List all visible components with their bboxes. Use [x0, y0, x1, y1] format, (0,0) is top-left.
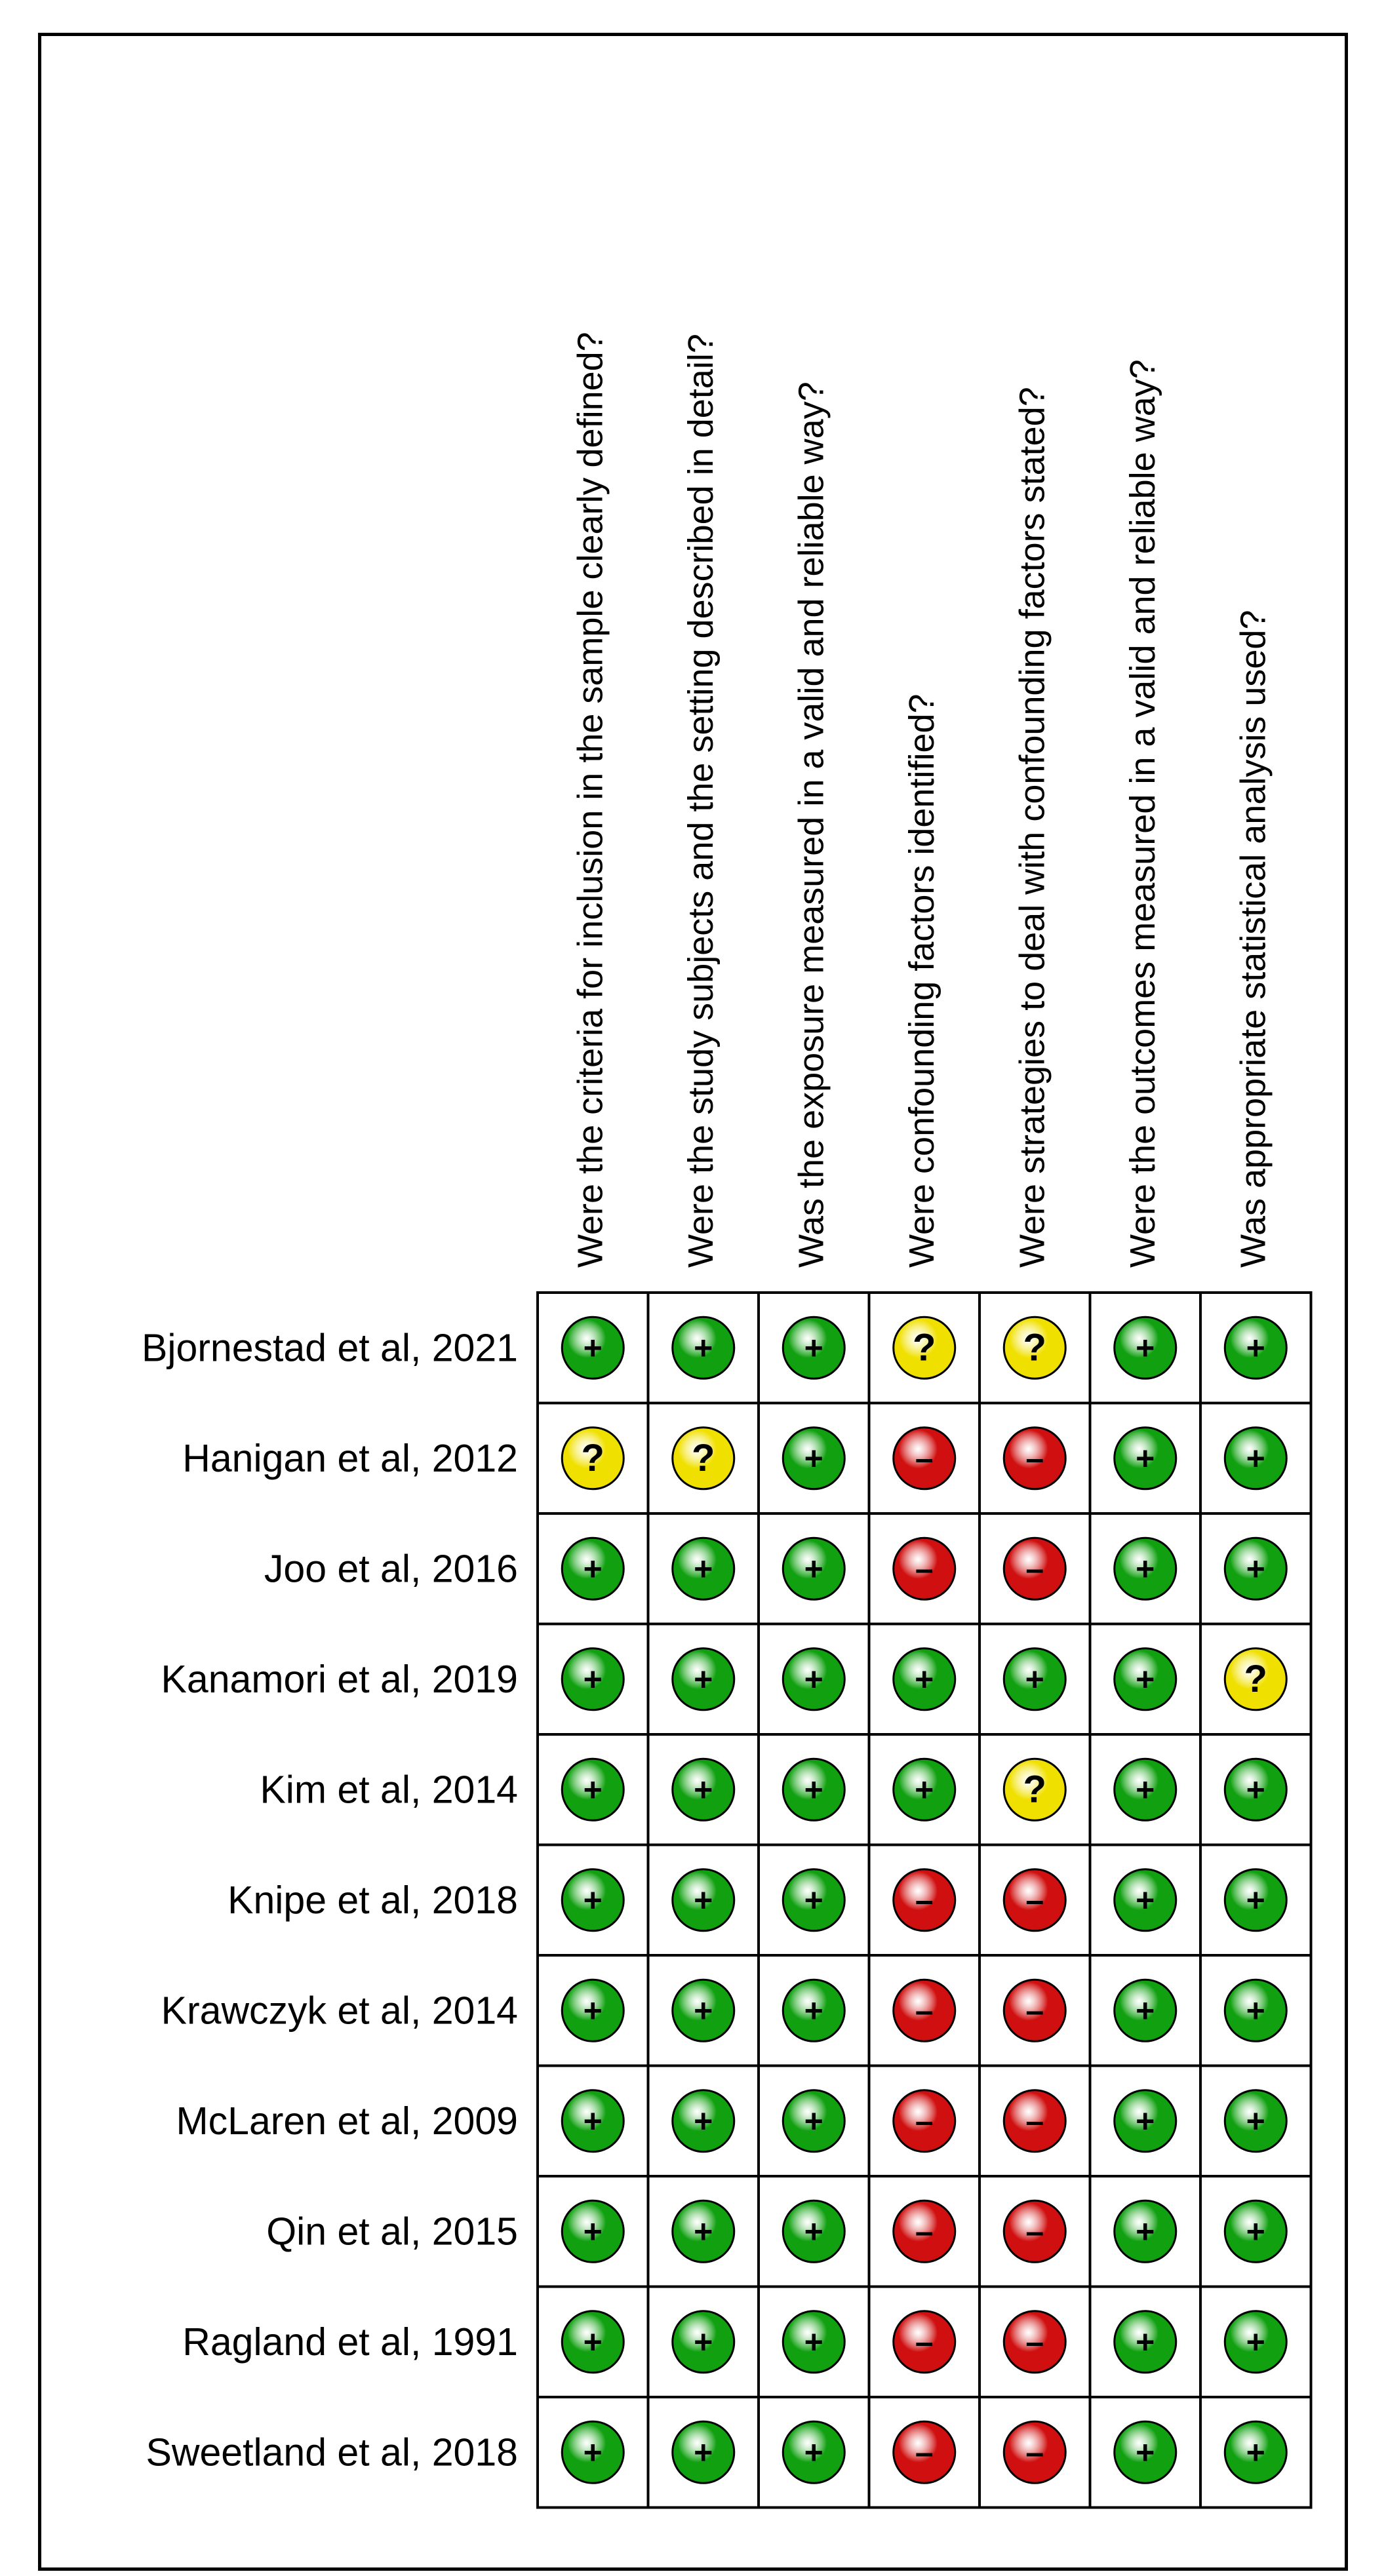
- risk-of-bias-chart: [41, 36, 1345, 2567]
- low-risk-symbol: +: [694, 1992, 713, 2029]
- high-risk-symbol: –: [915, 2323, 934, 2360]
- low-risk-symbol: +: [1136, 2213, 1155, 2250]
- study-label: Kim et al, 2014: [260, 1768, 518, 1812]
- low-risk-symbol: +: [1136, 1992, 1155, 2029]
- low-risk-symbol: +: [583, 1660, 603, 1698]
- low-risk-symbol: +: [804, 2434, 823, 2471]
- high-risk-symbol: –: [915, 1881, 934, 1919]
- low-risk-symbol: +: [694, 2434, 713, 2471]
- low-risk-symbol: +: [694, 1881, 713, 1919]
- unclear-risk-symbol: ?: [1023, 1326, 1046, 1369]
- risk-of-bias-figure: [38, 33, 1348, 2571]
- study-label: Sweetland et al, 2018: [146, 2430, 518, 2474]
- low-risk-symbol: +: [1246, 1881, 1265, 1919]
- low-risk-symbol: +: [1246, 1771, 1265, 1808]
- column-label-3: Was the exposure measured in a valid and reliable way?: [791, 381, 831, 1268]
- low-risk-symbol: +: [694, 1550, 713, 1588]
- low-risk-symbol: +: [1246, 1439, 1265, 1477]
- low-risk-symbol: +: [694, 1771, 713, 1808]
- unclear-risk-symbol: ?: [692, 1436, 715, 1479]
- unclear-risk-symbol: ?: [581, 1436, 604, 1479]
- unclear-risk-symbol: ?: [1244, 1657, 1267, 1700]
- low-risk-symbol: +: [804, 1992, 823, 2029]
- column-label-7: Was appropriate statistical analysis used?: [1233, 610, 1273, 1268]
- high-risk-symbol: –: [1025, 1992, 1044, 2029]
- low-risk-symbol: +: [804, 1439, 823, 1477]
- low-risk-symbol: +: [583, 2434, 603, 2471]
- low-risk-symbol: +: [804, 1660, 823, 1698]
- high-risk-symbol: –: [1025, 2102, 1044, 2139]
- study-label: Bjornestad et al, 2021: [141, 1326, 518, 1370]
- low-risk-symbol: +: [1136, 2323, 1155, 2360]
- column-label-6: Were the outcomes measured in a valid and reliable way?: [1122, 359, 1162, 1268]
- low-risk-symbol: +: [1136, 2434, 1155, 2471]
- low-risk-symbol: +: [804, 1329, 823, 1367]
- low-risk-symbol: +: [1136, 1329, 1155, 1367]
- low-risk-symbol: +: [804, 2323, 823, 2360]
- low-risk-symbol: +: [1136, 2102, 1155, 2139]
- study-label: Knipe et al, 2018: [228, 1878, 518, 1922]
- unclear-risk-symbol: ?: [1023, 1768, 1046, 1811]
- study-label: Hanigan et al, 2012: [182, 1436, 518, 1480]
- low-risk-symbol: +: [583, 1992, 603, 2029]
- low-risk-symbol: +: [1246, 2213, 1265, 2250]
- column-label-2: Were the study subjects and the setting described in detail?: [681, 334, 721, 1268]
- low-risk-symbol: +: [1246, 1992, 1265, 2029]
- unclear-risk-symbol: ?: [913, 1326, 936, 1369]
- column-label-1: Were the criteria for inclusion in the sample clearly defined?: [570, 332, 610, 1268]
- column-label-5: Were strategies to deal with confounding factors stated?: [1012, 387, 1052, 1268]
- low-risk-symbol: +: [1246, 2434, 1265, 2471]
- high-risk-symbol: –: [1025, 1881, 1044, 1919]
- low-risk-symbol: +: [915, 1660, 934, 1698]
- high-risk-symbol: –: [1025, 2213, 1044, 2250]
- high-risk-symbol: –: [1025, 1550, 1044, 1588]
- low-risk-symbol: +: [583, 2213, 603, 2250]
- low-risk-symbol: +: [694, 2213, 713, 2250]
- high-risk-symbol: –: [1025, 2434, 1044, 2471]
- low-risk-symbol: +: [1246, 2102, 1265, 2139]
- study-label: Joo et al, 2016: [264, 1547, 518, 1591]
- low-risk-symbol: +: [694, 2323, 713, 2360]
- low-risk-symbol: +: [694, 1660, 713, 1698]
- low-risk-symbol: +: [583, 1329, 603, 1367]
- high-risk-symbol: –: [915, 2434, 934, 2471]
- low-risk-symbol: +: [1136, 1439, 1155, 1477]
- low-risk-symbol: +: [804, 1771, 823, 1808]
- low-risk-symbol: +: [915, 1771, 934, 1808]
- high-risk-symbol: –: [915, 1439, 934, 1477]
- high-risk-symbol: –: [1025, 2323, 1044, 2360]
- low-risk-symbol: +: [1246, 1550, 1265, 1588]
- high-risk-symbol: –: [915, 2102, 934, 2139]
- low-risk-symbol: +: [583, 1771, 603, 1808]
- study-label: Kanamori et al, 2019: [161, 1657, 518, 1701]
- column-label-4: Were confounding factors identified?: [901, 693, 941, 1268]
- low-risk-symbol: +: [694, 2102, 713, 2139]
- low-risk-symbol: +: [1136, 1660, 1155, 1698]
- low-risk-symbol: +: [1136, 1881, 1155, 1919]
- low-risk-symbol: +: [1246, 2323, 1265, 2360]
- study-label: McLaren et al, 2009: [176, 2099, 518, 2143]
- low-risk-symbol: +: [583, 1550, 603, 1588]
- study-label: Qin et al, 2015: [266, 2210, 518, 2254]
- low-risk-symbol: +: [1246, 1329, 1265, 1367]
- low-risk-symbol: +: [804, 2213, 823, 2250]
- low-risk-symbol: +: [583, 2323, 603, 2360]
- low-risk-symbol: +: [694, 1329, 713, 1367]
- low-risk-symbol: +: [583, 1881, 603, 1919]
- low-risk-symbol: +: [583, 2102, 603, 2139]
- low-risk-symbol: +: [804, 1881, 823, 1919]
- study-label: Krawczyk et al, 2014: [161, 1989, 518, 2033]
- high-risk-symbol: –: [1025, 1439, 1044, 1477]
- high-risk-symbol: –: [915, 2213, 934, 2250]
- low-risk-symbol: +: [804, 1550, 823, 1588]
- low-risk-symbol: +: [804, 2102, 823, 2139]
- low-risk-symbol: +: [1136, 1771, 1155, 1808]
- high-risk-symbol: –: [915, 1992, 934, 2029]
- low-risk-symbol: +: [1025, 1660, 1044, 1698]
- low-risk-symbol: +: [1136, 1550, 1155, 1588]
- study-label: Ragland et al, 1991: [182, 2320, 518, 2364]
- high-risk-symbol: –: [915, 1550, 934, 1588]
